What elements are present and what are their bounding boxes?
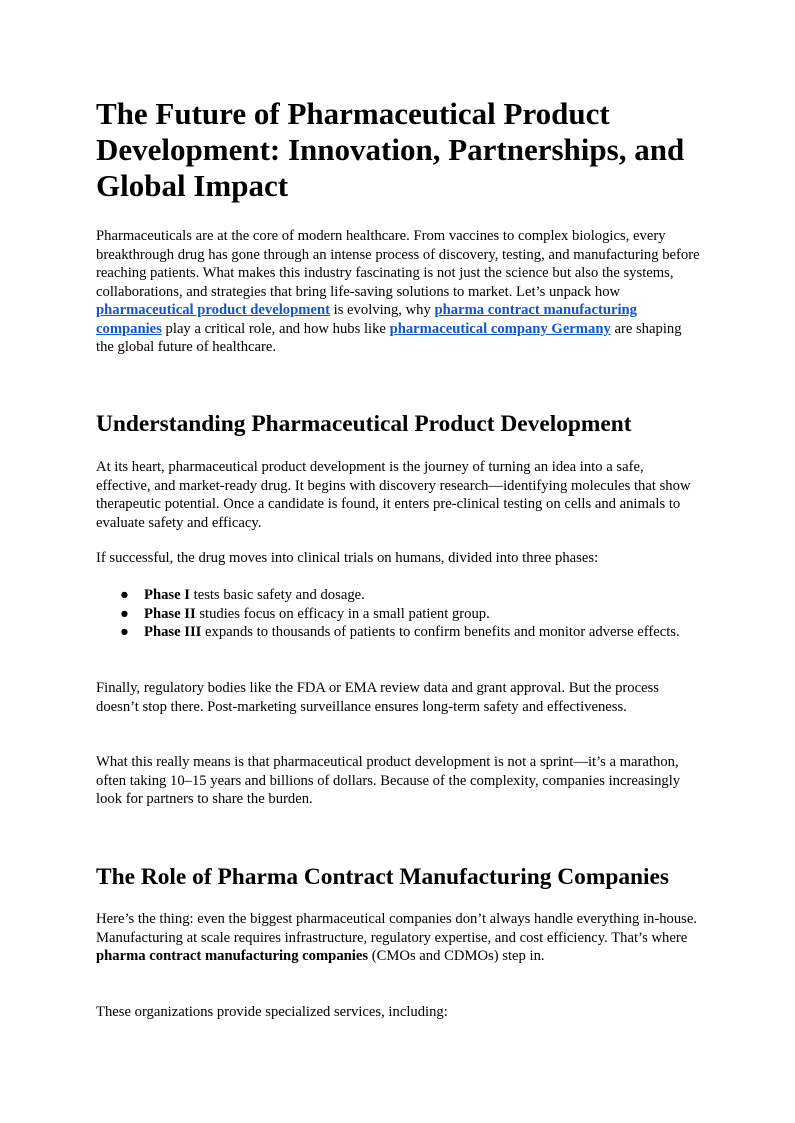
- list-item: [96, 586, 700, 605]
- bullet-icon: ●: [120, 624, 129, 640]
- intro-text: play a critical role, and how hubs like: [161, 320, 390, 337]
- paragraph-development-intro: At its heart, pharmaceutical product development is the journey of turning an idea into a safe, effective, and market-ready drug. It begins with discovery research—identifying molecules that show therapeutic potential. Once a candidate is found, it enters pre-clinical testing on cells and animals to evaluate safety and efficacy.: [96, 459, 691, 531]
- paragraph-regulatory: Finally, regulatory bodies like the FDA or EMA review data and grant approval. But the process doesn’t stop there. Post-marketing surveillance ensures long-term safety and effectiveness.: [96, 680, 659, 715]
- intro-paragraph: [96, 227, 700, 357]
- bold-term: pharma contract manufacturing companies: [96, 948, 369, 964]
- phase-label: Phase II: [144, 605, 196, 622]
- list-item: [96, 623, 700, 642]
- section-heading-development: Understanding Pharmaceutical Product Development: [96, 411, 632, 437]
- link-pharma-contract-manufacturing[interactable]: pharma contract manufacturing companies: [96, 302, 637, 337]
- phase-label: Phase III: [144, 624, 202, 640]
- intro-text: are shaping the global future of healthcare.: [96, 320, 682, 355]
- phase-label: Phase I: [144, 587, 190, 603]
- link-pharmaceutical-company-germany[interactable]: pharmaceutical company Germany: [389, 320, 611, 337]
- paragraph-services: These organizations provide specialized services, including:: [96, 1004, 448, 1020]
- intro-text: Pharmaceuticals are at the core of modern healthcare. From vaccines to complex biologics, every breakthrough drug has gone through an intense process of discovery, testing, and manufacturing before reaching patients. What makes this industry fascinating is not just the science but also the systems, collaborations, and strategies that bring life-saving solutions to market. Let’s unpack how: [96, 228, 700, 300]
- paragraph-text: Here’s the thing: even the biggest pharmaceutical companies don’t always handle everything in-house. Manufacturing at scale requires infrastructure, regulatory expertise, and cost efficiency. That’s where: [96, 911, 698, 946]
- phase-list: [96, 586, 700, 642]
- phase-text: tests basic safety and dosage.: [189, 587, 365, 603]
- page-title: The Future of Pharmaceutical Product Development: Innovation, Partnerships, and Global Impact: [96, 96, 685, 203]
- paragraph-contract-manufacturing: [96, 910, 700, 966]
- list-item: [96, 605, 700, 624]
- intro-text: is evolving, why: [329, 302, 435, 318]
- paragraph-text: (CMOs and CDMOs) step in.: [368, 948, 545, 964]
- paragraph-marathon: What this really means is that pharmaceutical product development is not a sprint—it’s a marathon, often taking 10–15 years and billions of dollars. Because of the complexity, companies increasingly look for partners to share the burden.: [96, 754, 681, 807]
- phase-text: studies focus on efficacy in a small patient group.: [195, 605, 490, 622]
- section-heading-contract-manufacturing: The Role of Pharma Contract Manufacturing Companies: [96, 864, 670, 890]
- phase-text: expands to thousands of patients to confirm benefits and monitor adverse effects.: [201, 624, 680, 640]
- bullet-icon: ●: [120, 587, 129, 603]
- link-pharmaceutical-product-development[interactable]: pharmaceutical product development: [96, 302, 330, 318]
- paragraph-clinical-trials: If successful, the drug moves into clinical trials on humans, divided into three phases:: [96, 550, 599, 566]
- bullet-icon: ●: [120, 605, 129, 622]
